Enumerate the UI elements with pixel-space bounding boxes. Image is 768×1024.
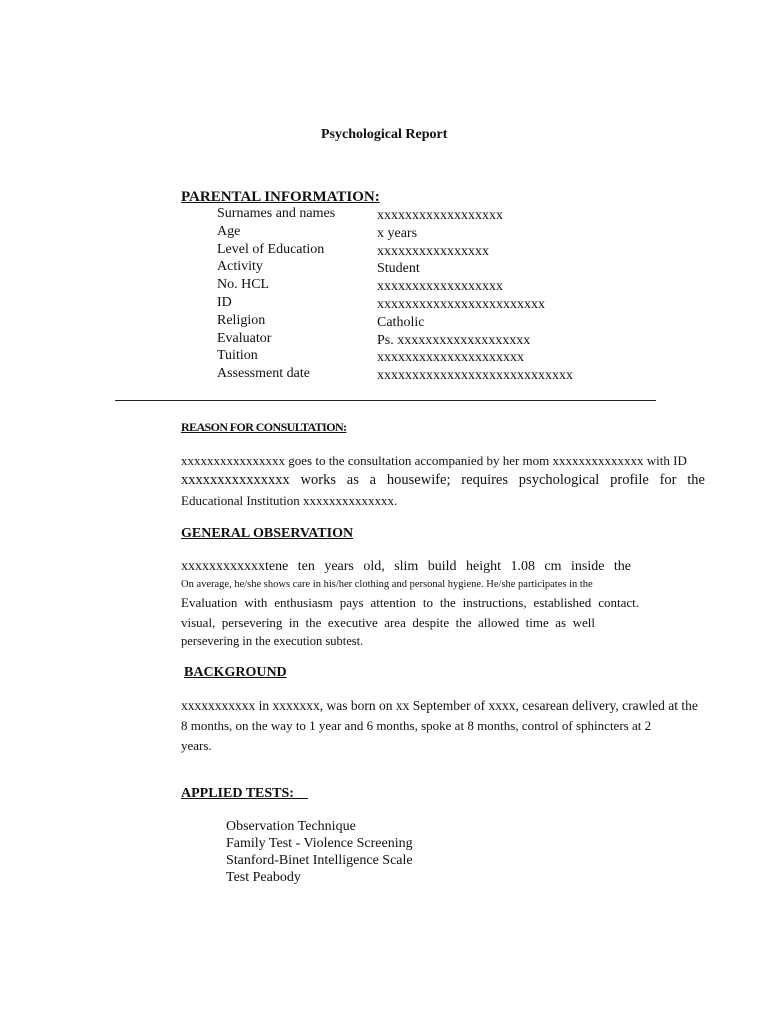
info-row-age <box>204 223 644 241</box>
info-label: Tuition <box>217 348 258 364</box>
list-item <box>204 852 413 869</box>
info-row-education <box>204 241 644 259</box>
background-line: years. <box>181 738 212 753</box>
bullet-icon <box>204 205 217 223</box>
reason-line: xxxxxxxxxxxxxxxx goes to the consultation accompanied by her mom xxxxxxxxxxxxxx with ID <box>181 453 687 468</box>
info-label: No. HCL <box>217 277 270 293</box>
bullet-icon <box>204 835 226 852</box>
bullet-icon <box>204 258 217 276</box>
general-line: On average, he/she shows care in his/her clothing and personal hygiene. He/she participates in the <box>181 579 593 590</box>
general-observation-heading: GENERAL OBSERVATION <box>181 526 354 541</box>
info-label: Religion <box>217 312 266 328</box>
test-label: Observation Technique <box>226 819 356 834</box>
info-value: Student <box>377 261 420 277</box>
general-line: persevering in the execution subtest. <box>181 634 364 648</box>
general-line: Evaluation with enthusiasm pays attention to the instructions, established contact. <box>181 595 639 610</box>
bullet-icon <box>204 869 226 886</box>
reason-heading: REASON FOR CONSULTATION: <box>181 420 347 434</box>
info-label: Surnames and names <box>217 206 336 221</box>
info-value: xxxxxxxxxxxxxxxxxxxxxxxxxxxx <box>377 368 573 384</box>
info-row-activity <box>204 258 644 276</box>
info-value: x years <box>377 225 418 241</box>
info-row-id <box>204 294 644 312</box>
info-label: ID <box>217 294 232 310</box>
info-value: xxxxxxxxxxxxxxxx <box>377 243 489 259</box>
background-line: 8 months, on the way to 1 year and 6 months, spoke at 8 months, control of sphincters at 2 <box>181 718 652 733</box>
info-label: Evaluator <box>217 330 272 346</box>
info-value: xxxxxxxxxxxxxxxxxxxxx <box>377 350 524 366</box>
applied-tests-list <box>204 818 413 886</box>
reason-line: Educational Institution xxxxxxxxxxxxxx. <box>181 493 398 508</box>
bullet-icon <box>204 347 217 365</box>
background-paragraph <box>181 696 721 756</box>
info-row-tuition <box>204 347 644 365</box>
bullet-icon <box>204 312 217 330</box>
info-label: Activity <box>217 259 263 275</box>
bullet-icon <box>204 241 217 259</box>
info-row-assessment-date <box>204 365 644 383</box>
general-line: visual, persevering in the executive area despite the allowed time as well <box>181 615 595 630</box>
general-line: xxxxxxxxxxxxtene ten years old, slim build height 1.08 cm inside the <box>181 559 631 574</box>
info-row-religion <box>204 312 644 330</box>
info-value: Ps. xxxxxxxxxxxxxxxxxxx <box>377 332 531 348</box>
info-row-surnames <box>204 205 644 223</box>
bullet-icon <box>204 223 217 241</box>
list-item <box>204 835 413 852</box>
info-label: Level of Education <box>217 241 325 257</box>
reason-paragraph <box>181 452 705 511</box>
bullet-icon <box>204 818 226 835</box>
bullet-icon <box>204 365 217 383</box>
bullet-icon <box>204 852 226 869</box>
info-value: Catholic <box>377 314 425 330</box>
section-divider <box>115 400 656 401</box>
parental-information-list <box>204 205 644 383</box>
info-value: xxxxxxxxxxxxxxxxxxxxxxxx <box>377 296 545 312</box>
parental-information-heading: PARENTAL INFORMATION: <box>181 189 380 205</box>
info-value: xxxxxxxxxxxxxxxxxx <box>377 279 503 295</box>
list-item <box>204 869 413 886</box>
document-title: Psychological Report <box>321 127 448 142</box>
info-label: Age <box>217 223 241 239</box>
bullet-icon <box>204 330 217 348</box>
test-label: Stanford-Binet Intelligence Scale <box>226 853 413 868</box>
info-value: xxxxxxxxxxxxxxxxxx <box>377 208 503 223</box>
info-row-evaluator <box>204 330 644 348</box>
background-line: xxxxxxxxxxx in xxxxxxx, was born on xx September of xxxx, cesarean delivery, crawled at the <box>181 698 698 713</box>
background-heading: BACKGROUND <box>184 665 287 680</box>
bullet-icon <box>204 294 217 312</box>
info-row-hcl <box>204 276 644 294</box>
reason-line: xxxxxxxxxxxxxxx works as a housewife; requires psychological profile for the <box>181 472 705 488</box>
test-label: Family Test - Violence Screening <box>226 836 413 851</box>
general-observation-paragraph <box>181 557 639 651</box>
test-label: Test Peabody <box>226 870 301 885</box>
list-item <box>204 818 413 835</box>
bullet-icon <box>204 276 217 294</box>
applied-tests-heading: APPLIED TESTS: <box>181 786 294 801</box>
info-label: Assessment date <box>217 366 310 382</box>
